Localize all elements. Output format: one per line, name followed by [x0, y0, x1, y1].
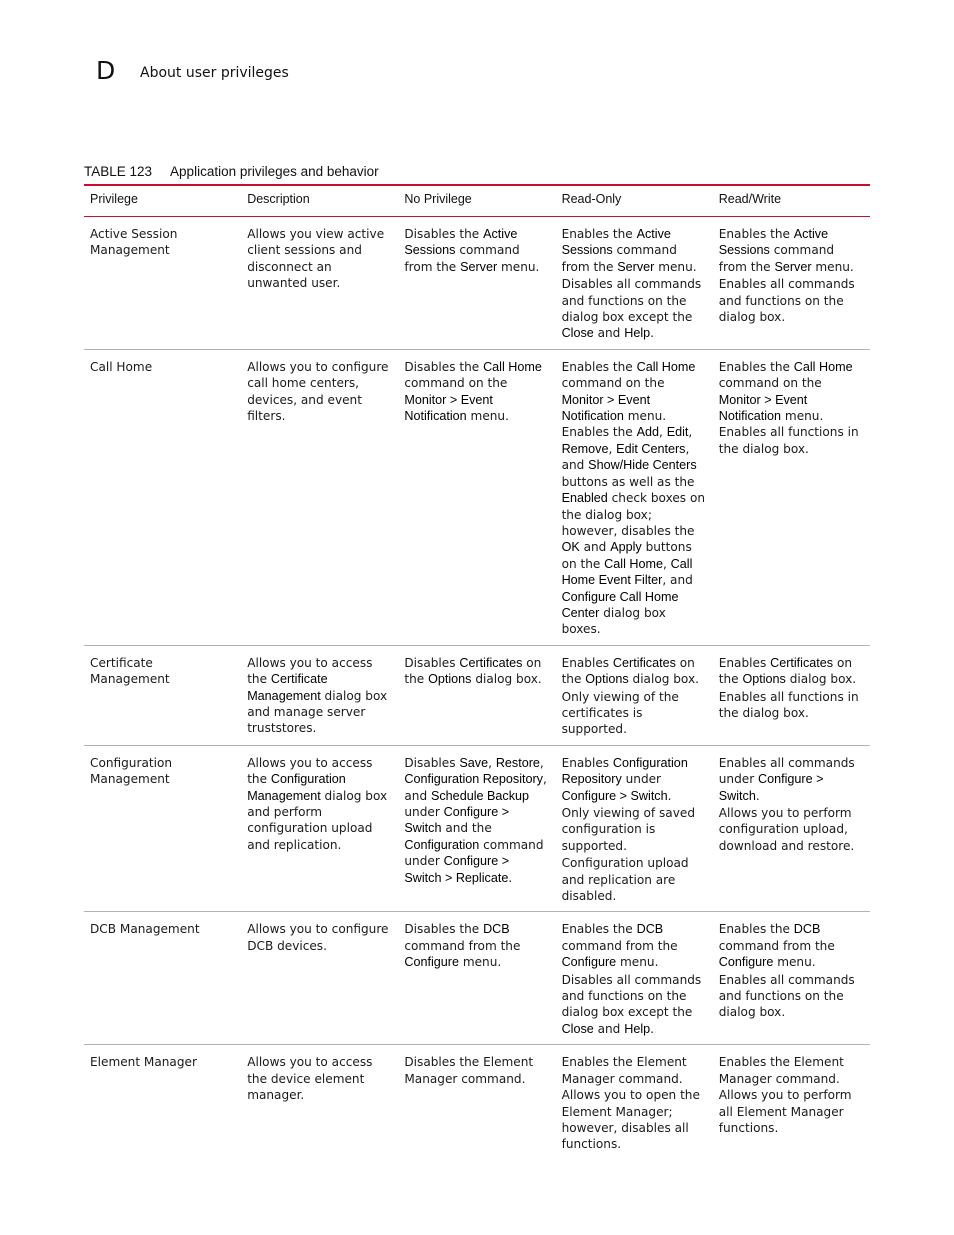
cell-privilege	[84, 745, 241, 912]
cell-paragraph	[562, 226, 707, 275]
column-header-read-write: Read/Write	[713, 185, 870, 217]
cell-read-only	[556, 912, 713, 1045]
cell-paragraph	[719, 359, 864, 457]
cell-paragraph	[90, 755, 235, 788]
cell-no-privilege	[398, 745, 555, 912]
ui-command-text: Restore	[495, 755, 540, 770]
plain-text: menu.	[497, 259, 540, 274]
cell-paragraph	[247, 359, 392, 425]
privileges-table	[84, 184, 870, 1160]
ui-command-text: Call Home	[483, 359, 542, 374]
plain-text: , and	[561, 441, 690, 473]
plain-text: menu. Enables all functions in the dialog box.	[718, 409, 859, 456]
plain-text: dialog box and perform configuration upload and replication.	[247, 788, 388, 852]
table-row	[84, 217, 870, 350]
cell-paragraph	[719, 755, 864, 804]
ui-command-text: Server	[617, 259, 655, 274]
plain-text: menu.	[811, 259, 854, 274]
plain-text: Enables the	[561, 227, 637, 241]
cell-paragraph	[404, 755, 549, 886]
plain-text: Disables	[404, 655, 460, 670]
plain-text: dialog box.	[785, 672, 857, 687]
ui-command-text: Close	[561, 1021, 594, 1036]
cell-paragraph	[562, 689, 707, 738]
cell-paragraph	[247, 1054, 392, 1103]
ui-command-text: Server	[460, 259, 498, 274]
ui-command-text: Edit Centers	[616, 441, 686, 456]
plain-text: under	[404, 805, 444, 819]
running-head-title: About user privileges	[140, 65, 289, 81]
plain-text: on the	[561, 655, 695, 687]
cell-read-only	[556, 645, 713, 745]
plain-text: .	[650, 326, 654, 341]
plain-text: Disables the	[404, 227, 484, 241]
cell-no-privilege	[398, 217, 555, 350]
ui-command-text: Options	[585, 672, 629, 687]
ui-command-text: Close	[561, 326, 594, 341]
plain-text: on the	[404, 655, 542, 687]
ui-command-text: Configure	[561, 955, 617, 970]
ui-command-text: Configure > Switch > Replicate	[404, 854, 510, 885]
plain-text: Allows you to access the device element manager.	[247, 1055, 373, 1103]
cell-read-write	[713, 217, 870, 350]
plain-text: Allows you to access the	[247, 655, 373, 687]
plain-text: Enables	[561, 755, 613, 770]
plain-text: Allows you to access the	[247, 755, 373, 787]
plain-text: , and	[662, 573, 693, 588]
cell-read-write	[713, 1045, 870, 1160]
cell-paragraph	[719, 921, 864, 970]
cell-paragraph	[247, 921, 392, 954]
plain-text: Allows you to configure DCB devices.	[247, 922, 389, 953]
cell-no-privilege	[398, 349, 555, 645]
cell-privilege	[84, 1045, 241, 1160]
cell-paragraph	[404, 921, 549, 970]
ui-command-text: Configure > Switch	[404, 805, 510, 836]
ui-command-text: Call Home	[604, 556, 663, 571]
ui-command-text: Configuration	[404, 837, 480, 852]
cell-paragraph	[562, 276, 707, 342]
cell-paragraph	[719, 276, 864, 325]
column-header-read-only: Read-Only	[556, 185, 713, 217]
chapter-letter: D	[96, 56, 116, 85]
cell-paragraph	[247, 755, 392, 853]
plain-text: and	[593, 326, 625, 341]
table-caption	[84, 163, 379, 181]
plain-text: Enables the Element Manager command. Allows you to perform all Element Manager functions.	[718, 1055, 852, 1135]
cell-paragraph	[719, 226, 864, 275]
plain-text: ,	[659, 425, 667, 440]
ui-command-text: Options	[428, 672, 472, 687]
cell-no-privilege	[398, 912, 555, 1045]
cell-paragraph	[90, 921, 235, 937]
cell-description	[241, 217, 398, 350]
plain-text: Enables	[718, 655, 771, 670]
plain-text: buttons as well as the	[561, 474, 695, 489]
table-row	[84, 745, 870, 912]
ui-command-text: Certificates	[770, 655, 834, 670]
ui-command-text: OK	[561, 540, 580, 555]
plain-text: command on the	[718, 376, 822, 391]
cell-paragraph	[562, 972, 707, 1038]
plain-text: ,	[539, 755, 544, 770]
plain-text: ,	[688, 425, 693, 440]
plain-text: Disables the	[404, 922, 484, 937]
cell-paragraph	[247, 655, 392, 737]
plain-text: Only viewing of the certificates is supported.	[561, 689, 679, 737]
plain-text: Enables the	[718, 227, 794, 241]
ui-command-text: DCB	[483, 922, 510, 937]
cell-read-only	[556, 1045, 713, 1160]
plain-text: Only viewing of saved configuration is supported.	[561, 806, 695, 853]
plain-text: dialog box.	[628, 672, 699, 687]
plain-text: DCB Management	[90, 922, 200, 937]
plain-text: ,	[662, 556, 671, 571]
plain-text: Call Home	[90, 359, 153, 374]
cell-read-only	[556, 217, 713, 350]
plain-text: Enables all commands under	[718, 755, 855, 787]
plain-text: Enables all commands and functions on the dialog box.	[718, 277, 855, 325]
ui-command-text: Add	[636, 425, 660, 440]
ui-command-text: Apply	[610, 540, 642, 555]
plain-text: Certificate Management	[90, 655, 170, 687]
cell-no-privilege	[398, 1045, 555, 1160]
plain-text: command from the	[561, 938, 678, 953]
table-number: TABLE 123	[84, 164, 153, 179]
plain-text: ,	[608, 441, 617, 456]
plain-text: and	[593, 1021, 625, 1036]
cell-privilege	[84, 217, 241, 350]
table-row	[84, 645, 870, 745]
cell-paragraph	[562, 1054, 707, 1152]
table-title: Application privileges and behavior	[170, 164, 379, 179]
column-header-privilege: Privilege	[84, 185, 241, 217]
cell-read-write	[713, 645, 870, 745]
cell-paragraph	[404, 359, 549, 425]
plain-text: Enables the	[561, 922, 637, 937]
plain-text: menu.	[773, 955, 816, 970]
cell-no-privilege	[398, 645, 555, 745]
ui-command-text: Active Sessions	[718, 227, 829, 258]
plain-text: Enables	[561, 655, 613, 670]
cell-privilege	[84, 349, 241, 645]
cell-description	[241, 1045, 398, 1160]
plain-text: Disables all commands and functions on the dialog box except the	[561, 277, 702, 325]
cell-privilege	[84, 912, 241, 1045]
ui-command-text: Options	[742, 672, 786, 687]
ui-command-text: Configuration Repository	[561, 755, 688, 787]
ui-command-text: Save	[459, 755, 489, 770]
cell-paragraph	[562, 359, 707, 638]
ui-command-text: Certificate Management	[247, 672, 328, 703]
plain-text: Element Manager	[90, 1055, 197, 1070]
plain-text: under	[621, 772, 662, 787]
ui-command-text: Monitor > Event Notification	[404, 392, 493, 424]
cell-paragraph	[562, 655, 707, 688]
cell-paragraph	[404, 1054, 549, 1087]
plain-text: command on the	[404, 376, 508, 391]
cell-paragraph	[90, 1054, 235, 1070]
ui-command-text: Call Home	[636, 359, 696, 374]
table-row	[84, 349, 870, 645]
plain-text: and	[579, 540, 611, 555]
plain-text: dialog box.	[471, 672, 542, 687]
table-row	[84, 912, 870, 1045]
plain-text: check boxes on the dialog box; however, disables the	[561, 491, 706, 538]
ui-command-text: Monitor > Event Notification	[561, 392, 651, 424]
plain-text: dialog box and manage server truststores.	[247, 688, 388, 736]
ui-command-text: Edit	[666, 425, 689, 440]
cell-paragraph	[719, 805, 864, 854]
plain-text: .	[508, 870, 513, 885]
plain-text: , and	[404, 772, 547, 803]
cell-read-only	[556, 745, 713, 912]
table-body	[84, 217, 870, 1160]
ui-command-text: Configure > Switch	[718, 772, 824, 803]
cell-description	[241, 912, 398, 1045]
plain-text: Disables all commands and functions on the dialog box except the	[561, 972, 702, 1020]
plain-text: Allows you to configure call home centers, devices, and event filters.	[247, 359, 389, 424]
ui-command-text: DCB	[636, 922, 664, 937]
cell-read-write	[713, 745, 870, 912]
ui-command-text: Certificates	[459, 655, 523, 670]
ui-command-text: Configure Call Home Center	[561, 589, 679, 620]
plain-text: command from the	[404, 243, 520, 274]
column-header-description: Description	[241, 185, 398, 217]
plain-text: .	[755, 788, 760, 803]
ui-command-text: Configuration Management	[247, 772, 346, 803]
cell-paragraph	[562, 805, 707, 854]
ui-command-text: Configuration Repository	[404, 772, 543, 787]
plain-text: menu.	[654, 259, 697, 274]
plain-text: dialog box boxes.	[561, 605, 666, 637]
ui-command-text: Certificates	[612, 655, 676, 670]
plain-text: Enables the	[561, 359, 637, 374]
plain-text: and the	[441, 821, 492, 836]
ui-command-text: Help	[624, 1021, 651, 1036]
plain-text: ,	[488, 755, 496, 770]
plain-text: Disables	[404, 755, 460, 770]
ui-command-text: Server	[774, 259, 812, 274]
plain-text: menu.	[616, 955, 659, 970]
plain-text: command from the	[718, 938, 835, 953]
plain-text: Enables all functions in the dialog box.	[718, 689, 859, 720]
plain-text: on the	[718, 655, 853, 687]
ui-command-text: Show/Hide Centers	[588, 458, 697, 473]
cell-paragraph	[404, 226, 549, 275]
plain-text: Active Session Management	[90, 227, 178, 258]
ui-command-text: Remove	[561, 441, 609, 456]
table-header-row	[84, 185, 870, 217]
ui-command-text: Call Home	[793, 359, 853, 374]
plain-text: command from the	[561, 243, 677, 274]
cell-paragraph	[90, 226, 235, 259]
cell-paragraph	[247, 226, 392, 292]
ui-command-text: Configure	[404, 955, 459, 970]
cell-paragraph	[90, 655, 235, 688]
plain-text: command from the	[404, 938, 521, 953]
plain-text: Allows you to perform configuration upload, download and restore.	[718, 806, 855, 853]
plain-text: Enables the Element Manager command. Allows you to open the Element Manager; however, disables all functions.	[561, 1055, 700, 1152]
cell-description	[241, 645, 398, 745]
plain-text: command under	[404, 837, 544, 869]
plain-text: Disables the	[404, 359, 484, 374]
plain-text: menu. Enables the	[561, 409, 667, 440]
cell-paragraph	[719, 689, 864, 722]
plain-text: command on the	[561, 376, 665, 391]
cell-paragraph	[719, 1054, 864, 1136]
cell-paragraph	[719, 972, 864, 1021]
plain-text: Configuration upload and replication are disabled.	[561, 856, 689, 904]
ui-command-text: Help	[624, 326, 651, 341]
cell-description	[241, 349, 398, 645]
cell-paragraph	[562, 855, 707, 904]
plain-text: buttons on the	[561, 540, 692, 571]
cell-read-only	[556, 349, 713, 645]
table-row	[84, 1045, 870, 1160]
ui-command-text: Monitor > Event Notification	[718, 392, 808, 424]
ui-command-text: Schedule Backup	[430, 788, 530, 803]
cell-paragraph	[404, 655, 549, 688]
cell-paragraph	[562, 921, 707, 970]
plain-text: Disables the Element Manager command.	[404, 1055, 534, 1086]
cell-paragraph	[90, 359, 235, 375]
plain-text: Enables the	[718, 359, 794, 374]
ui-command-text: Active Sessions	[561, 227, 671, 258]
plain-text: command from the	[718, 243, 835, 274]
cell-paragraph	[562, 755, 707, 804]
plain-text: Configuration Management	[90, 755, 173, 787]
cell-read-write	[713, 912, 870, 1045]
plain-text: .	[667, 788, 672, 803]
plain-text: Enables the	[718, 922, 794, 937]
column-header-no-privilege: No Privilege	[398, 185, 555, 217]
plain-text: Allows you view active client sessions and disconnect an unwanted user.	[247, 227, 385, 291]
cell-description	[241, 745, 398, 912]
ui-command-text: Call Home Event Filter	[561, 556, 693, 588]
ui-command-text: Active Sessions	[404, 227, 518, 258]
ui-command-text: DCB	[793, 922, 821, 937]
plain-text: menu.	[466, 409, 509, 424]
plain-text: .	[650, 1021, 654, 1036]
plain-text: menu.	[458, 955, 502, 970]
ui-command-text: Enabled	[561, 491, 608, 506]
ui-command-text: Configure	[718, 955, 774, 970]
cell-read-write	[713, 349, 870, 645]
cell-privilege	[84, 645, 241, 745]
plain-text: Enables all commands and functions on the dialog box.	[718, 972, 855, 1020]
ui-command-text: Configure > Switch	[561, 788, 668, 803]
cell-paragraph	[719, 655, 864, 688]
